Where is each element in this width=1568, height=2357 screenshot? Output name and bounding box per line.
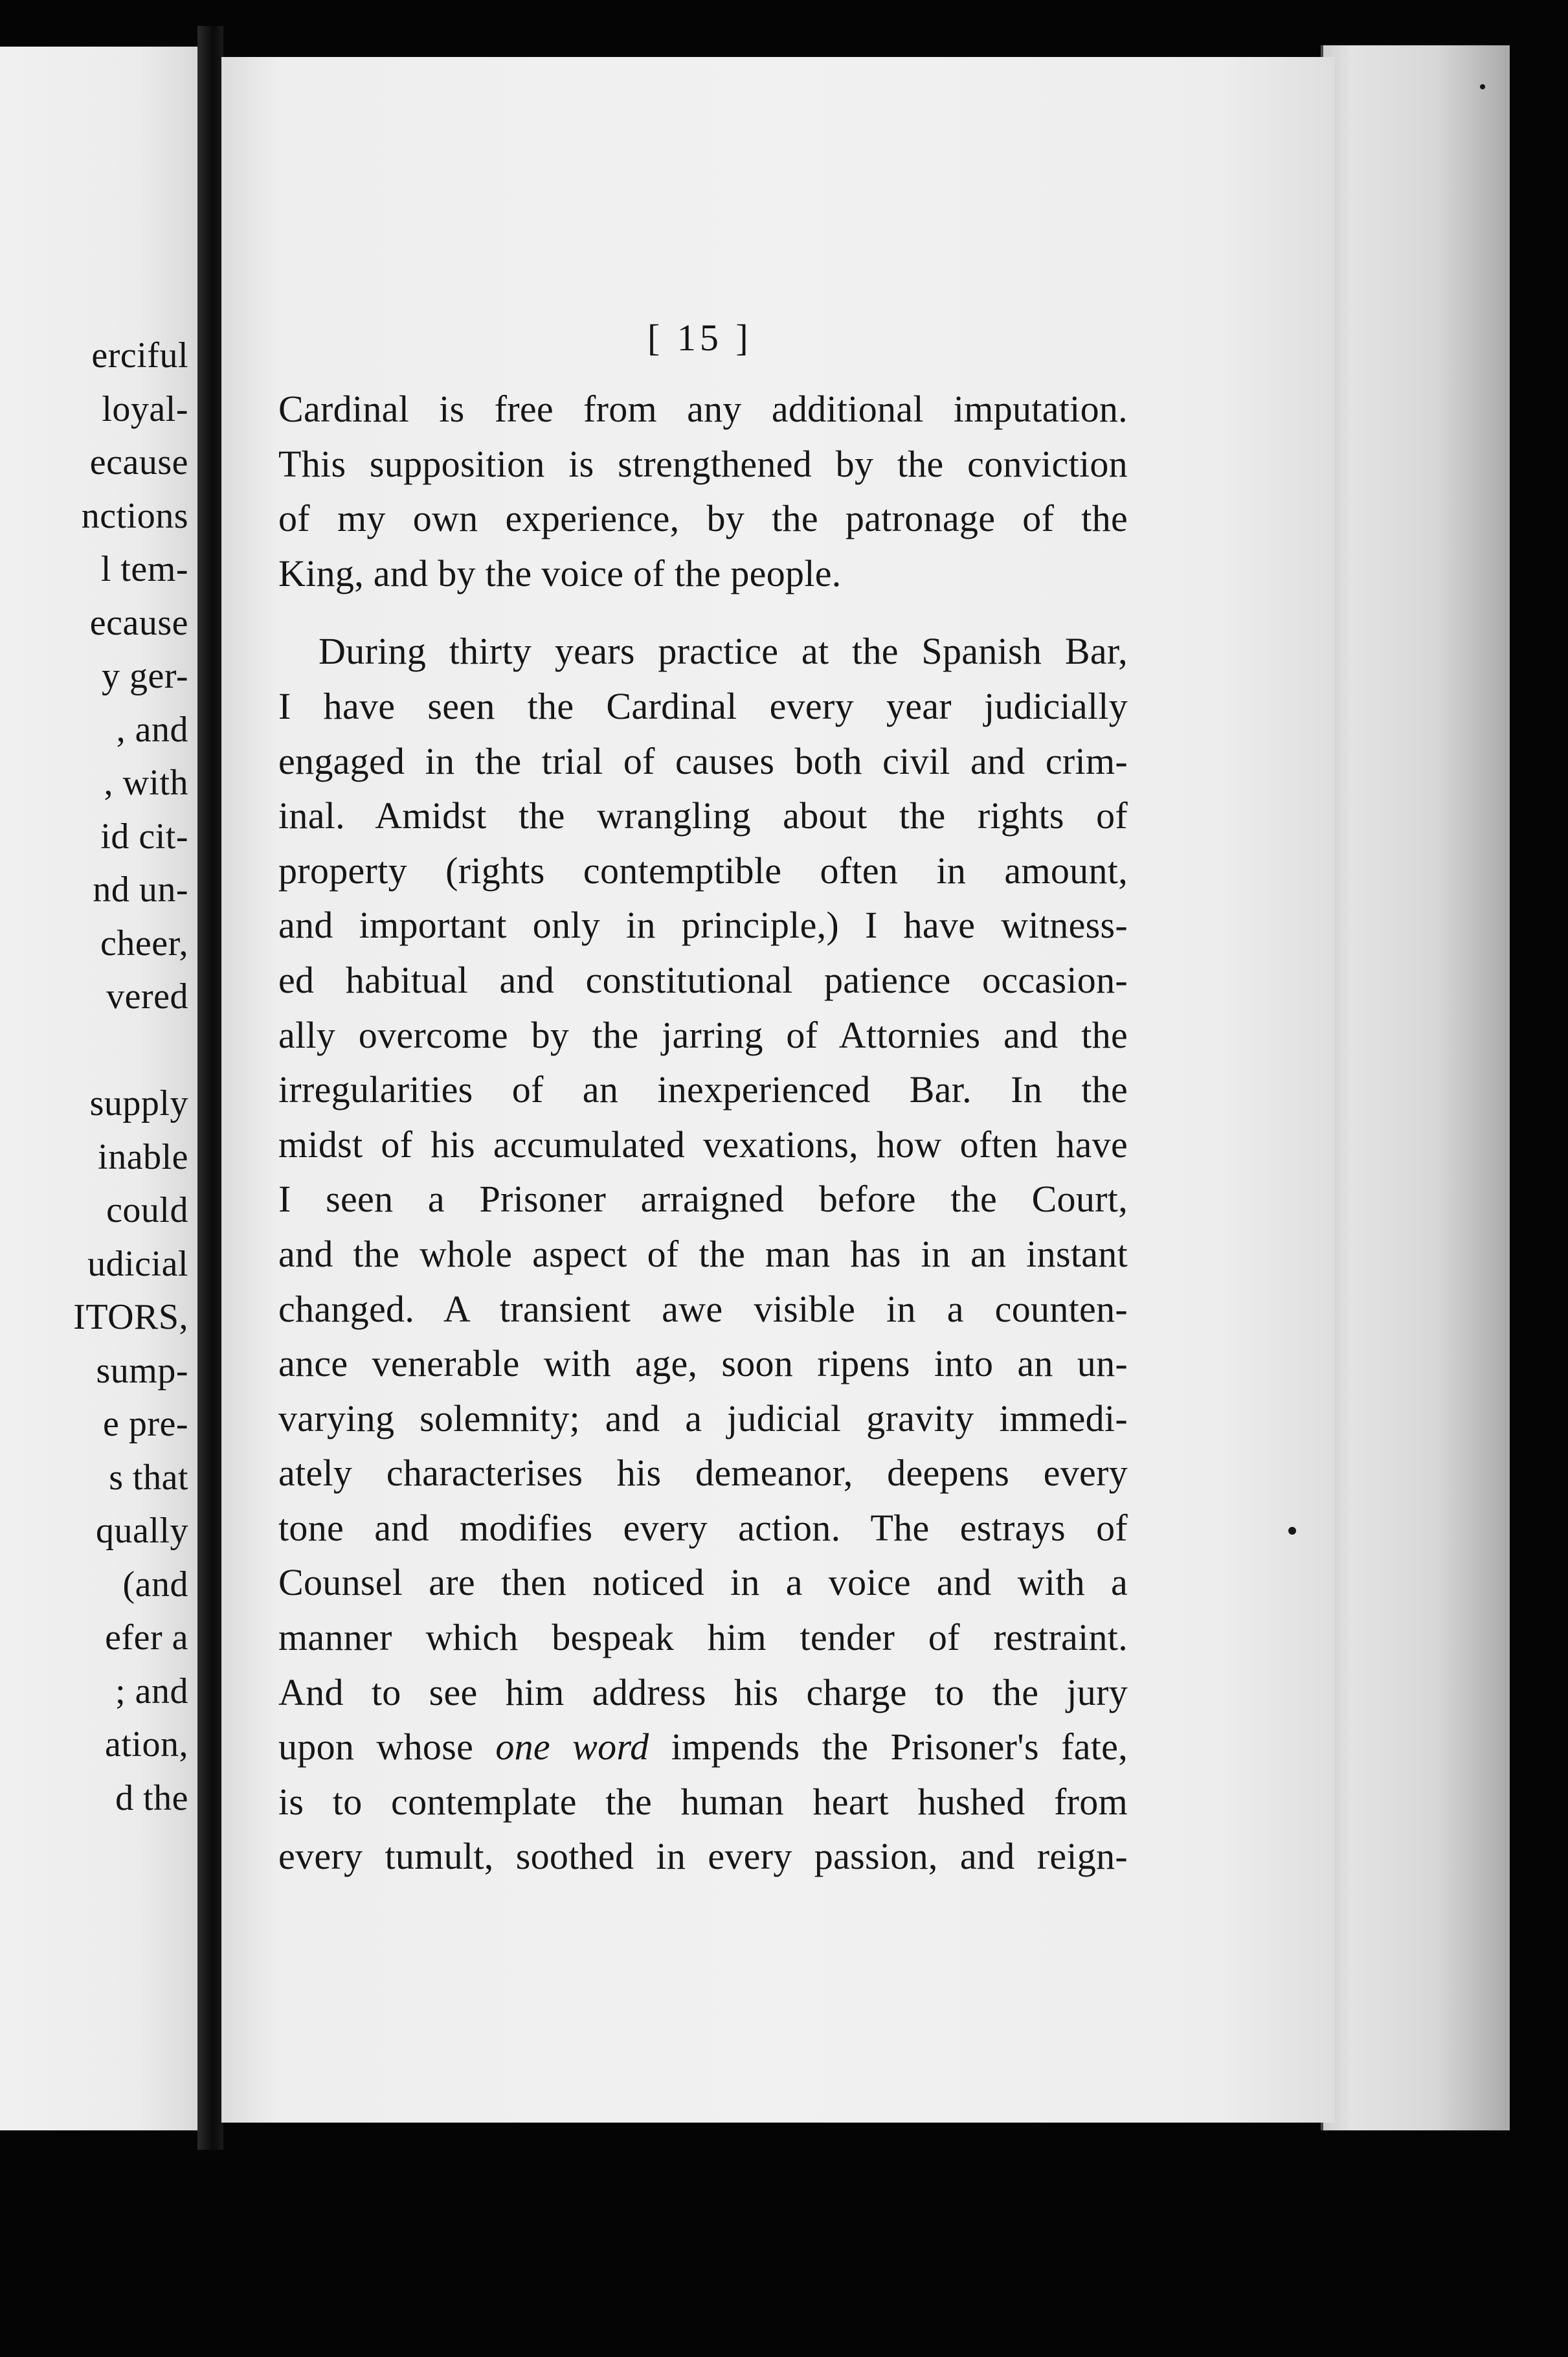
ink-speck — [1288, 1527, 1296, 1535]
text-segment: upon whose — [278, 1726, 496, 1768]
left-page-line-fragment: erciful — [91, 335, 188, 376]
text-line: is to contemplate the human heart hushed from — [278, 1780, 1128, 1823]
left-page-line-fragment: vered — [106, 976, 188, 1017]
text-line: tone and modifies every action. The estrays of — [278, 1506, 1128, 1549]
left-page-line-fragment: ; and — [115, 1671, 188, 1711]
left-page-line-fragment: efer a — [105, 1618, 188, 1658]
left-page-line-fragment: ITORS, — [73, 1297, 188, 1337]
left-page-line-fragment: loyal- — [102, 389, 188, 429]
left-page-line-fragment: (and — [122, 1564, 188, 1605]
left-page-line-fragment: s that — [109, 1457, 188, 1498]
left-page-line-fragment: y ger- — [101, 656, 188, 696]
text-line: midst of his accumulated vexations, how often have — [278, 1123, 1128, 1166]
left-page-line-fragment: id cit- — [100, 816, 188, 857]
left-page-line-fragment: inable — [98, 1136, 188, 1177]
text-line: every tumult, soothed in every passion, and reign- — [278, 1835, 1128, 1878]
text-line: changed. A transient awe visible in a counten- — [278, 1287, 1128, 1330]
left-page-line-fragment: ecause — [89, 602, 188, 643]
text-segment: impends the Prisoner's fate, — [649, 1726, 1128, 1768]
text-line-with-italic — [278, 1720, 1128, 1775]
text-line: King, and by the voice of the people. — [278, 552, 842, 594]
left-page-line-fragment: sump- — [96, 1350, 188, 1391]
text-line: manner which bespeak him tender of restraint. — [278, 1616, 1128, 1659]
text-line: ately characterises his demeanor, deepens every — [278, 1452, 1128, 1494]
right-border — [1510, 0, 1568, 2357]
text-line: varying solemnity; and a judicial gravity immedi- — [278, 1397, 1128, 1439]
text-line: ally overcome by the jarring of Attornies and the — [278, 1013, 1128, 1056]
text-line: ance venerable with age, soon ripens into an un- — [278, 1342, 1128, 1385]
text-line: inal. Amidst the wrangling about the rights of — [278, 795, 1128, 837]
left-page-line-fragment: could — [106, 1190, 188, 1230]
text-line: I have seen the Cardinal every year judicially — [278, 684, 1128, 727]
text-line: and important only in principle,) I have witness- — [278, 904, 1128, 947]
text-line: I seen a Prisoner arraigned before the Court, — [278, 1178, 1128, 1221]
left-facing-page — [0, 47, 197, 2130]
text-line: Counsel are then noticed in a voice and with a — [278, 1561, 1128, 1604]
text-line: and the whole aspect of the man has in an instant — [278, 1232, 1128, 1275]
text-line: ed habitual and constitutional patience occasion- — [278, 958, 1128, 1001]
page-number: [ 15 ] — [647, 317, 752, 359]
left-page-line-fragment: udicial — [87, 1243, 188, 1284]
left-page-line-fragment: ecause — [89, 442, 188, 482]
left-page-text-fragments — [73, 329, 188, 1825]
text-line: engaged in the trial of causes both civil and crim- — [278, 739, 1128, 782]
text-line: of my own experience, by the patronage of the — [278, 497, 1128, 540]
body-text — [278, 382, 1128, 1884]
left-page-line-fragment: l tem- — [100, 549, 188, 589]
right-page-edge — [1321, 45, 1512, 2130]
text-line: Cardinal is free from any additional imputation. — [278, 388, 1128, 430]
left-page-line-fragment: ation, — [105, 1724, 188, 1765]
paragraph-gap — [278, 601, 1128, 624]
left-page-line-fragment: d the — [115, 1777, 188, 1818]
left-page-line-fragment: , and — [116, 709, 188, 750]
left-page-line-fragment: supply — [89, 1083, 188, 1123]
left-page-line-fragment: nd un- — [93, 870, 188, 910]
text-line: property (rights contemptible often in amount, — [278, 849, 1128, 892]
text-line: irregularities of an inexperienced Bar. In the — [278, 1068, 1128, 1111]
left-page-line-fragment: , with — [104, 763, 188, 803]
left-page-line-fragment: e pre- — [102, 1404, 188, 1444]
left-page-line-fragment: qually — [96, 1511, 188, 1551]
left-page-line-fragment: nctions — [81, 495, 188, 536]
left-page-line-fragment — [73, 1024, 188, 1077]
left-page-line-fragment: cheer, — [100, 923, 188, 964]
text-line: And to see him address his charge to the jury — [278, 1671, 1128, 1713]
text-line: This supposition is strengthened by the conviction — [278, 442, 1128, 485]
text-line: During thirty years practice at the Spanish Bar, — [319, 630, 1128, 673]
italic-emphasis: one word — [495, 1726, 649, 1768]
ink-speck — [1480, 84, 1485, 89]
book-gutter — [197, 26, 223, 2150]
